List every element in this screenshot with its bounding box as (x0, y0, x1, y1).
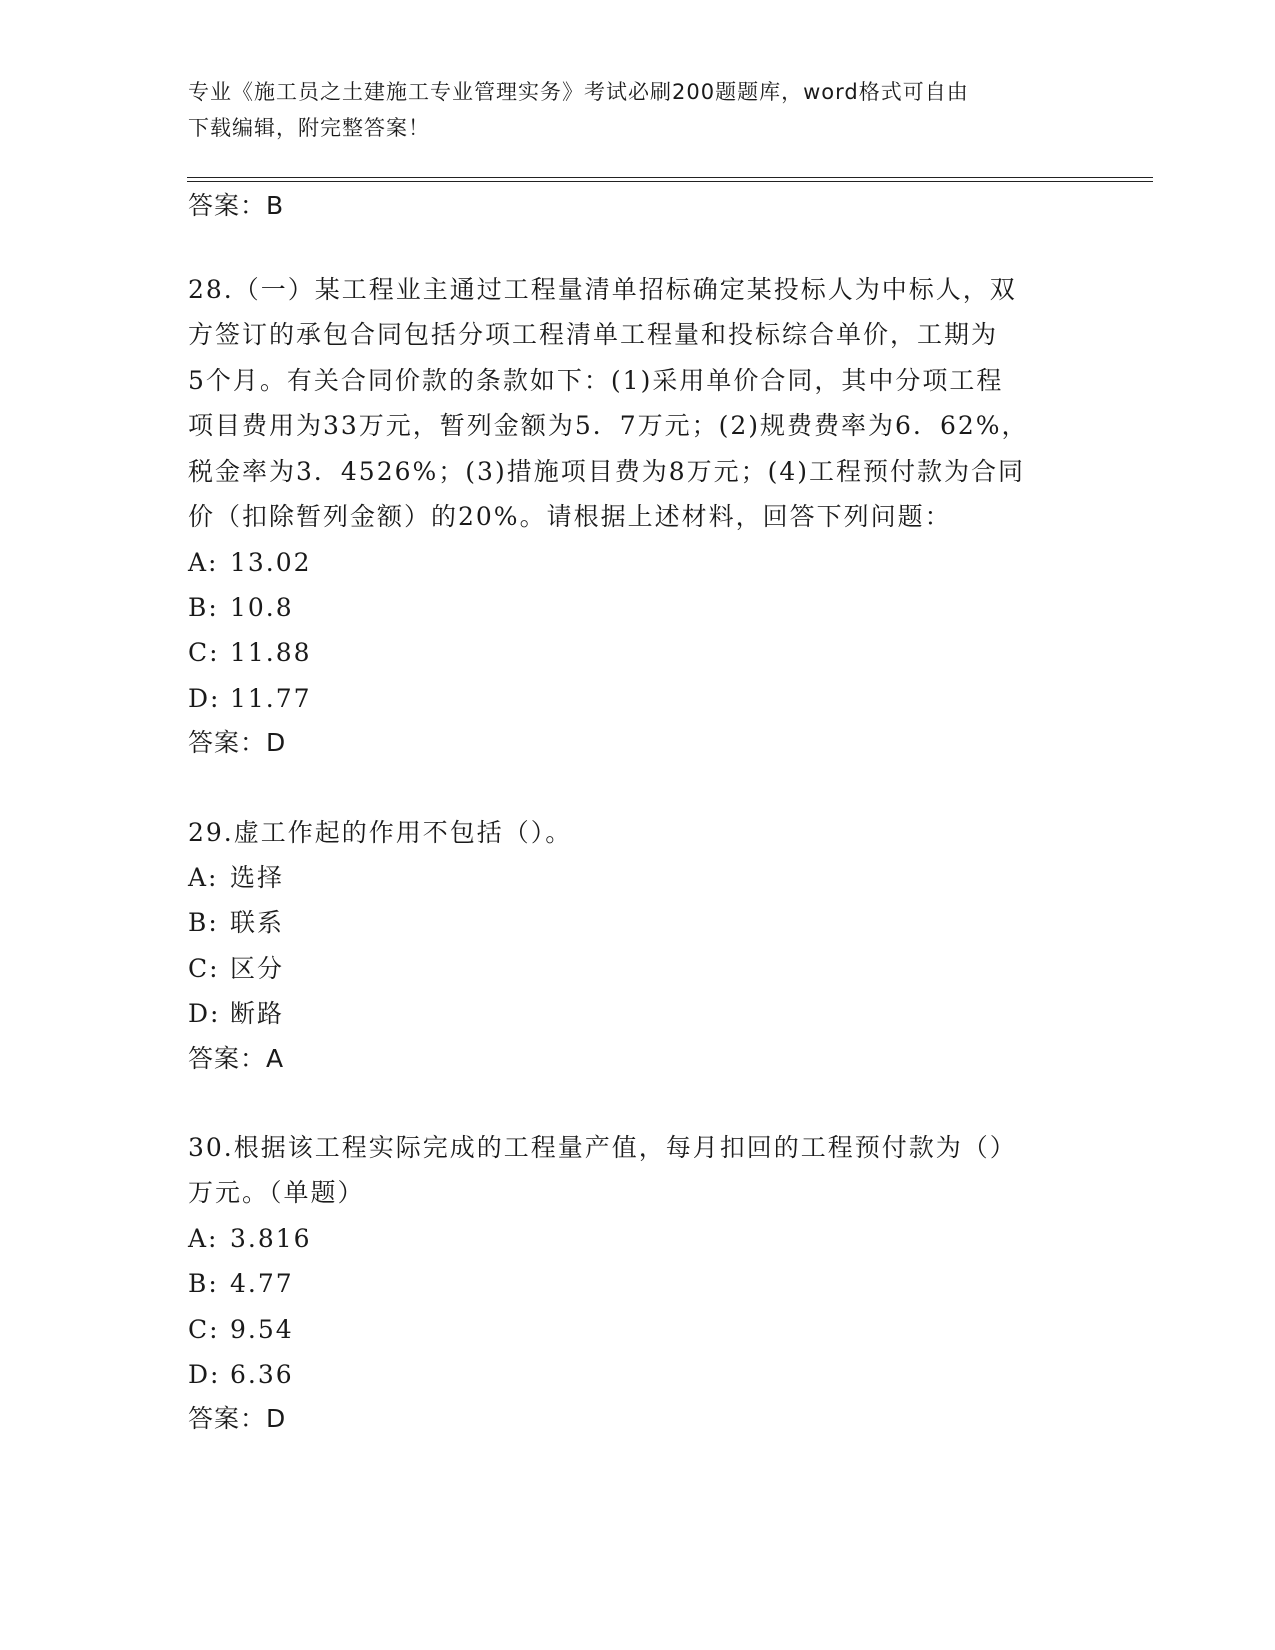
header-divider-top (187, 177, 1153, 178)
answer-line: 答案：D (188, 728, 287, 757)
option-d (188, 684, 312, 714)
question-stem-line: 项目费用为33万元，暂列金额为5．7万元；(2)规费费率为6．62%， (188, 411, 1029, 440)
option-letter: D: (188, 999, 221, 1028)
question-stem-line: 万元。（单题） (188, 1178, 365, 1207)
option-c (188, 954, 284, 984)
option-b (188, 908, 284, 938)
question-stem-line: 5个月。有关合同价款的条款如下：(1)采用单价合同，其中分项工程 (188, 366, 1004, 395)
question-stem-line: 30.根据该工程实际完成的工程量产值，每月扣回的工程预付款为（） (188, 1133, 1017, 1162)
answer-line: 答案：D (188, 1404, 287, 1433)
option-a (188, 548, 312, 578)
option-a (188, 863, 284, 893)
option-text: 9.54 (230, 1315, 294, 1344)
header-line-1: 专业《施工员之土建施工专业管理实务》考试必刷200题题库，word格式可自由 (188, 80, 969, 104)
option-text: 联系 (230, 908, 285, 937)
option-letter: A: (188, 1224, 219, 1253)
option-c (188, 1315, 294, 1345)
option-letter: B: (188, 908, 219, 937)
option-d (188, 1360, 294, 1390)
option-text: 11.88 (230, 638, 312, 667)
header-line-2: 下载编辑，附完整答案！ (188, 116, 430, 140)
option-letter: C: (188, 954, 220, 983)
option-text: 断路 (230, 999, 285, 1028)
option-letter: A: (188, 548, 219, 577)
question-stem-line: 税金率为3．4526%；(3)措施项目费为8万元；(4)工程预付款为合同 (188, 457, 1026, 486)
option-letter: A: (188, 863, 219, 892)
option-text: 13.02 (230, 548, 312, 577)
option-letter: B: (188, 593, 219, 622)
option-text: 3.816 (230, 1224, 312, 1253)
option-letter: B: (188, 1269, 219, 1298)
page-header (188, 74, 1088, 146)
option-letter: C: (188, 1315, 220, 1344)
option-letter: C: (188, 638, 220, 667)
header-divider-bottom (187, 181, 1153, 182)
option-letter: D: (188, 684, 221, 713)
option-text: 区分 (230, 954, 285, 983)
question-stem-line: 方签订的承包合同包括分项工程清单工程量和投标综合单价，工期为 (188, 320, 999, 349)
question-stem-line: 价（扣除暂列金额）的20%。请根据上述材料，回答下列问题： (188, 502, 952, 531)
option-c (188, 638, 312, 668)
option-text: 选择 (230, 863, 285, 892)
option-b (188, 1269, 294, 1299)
option-d (188, 999, 284, 1029)
option-letter: D: (188, 1360, 221, 1389)
question-stem-line: 29.虚工作起的作用不包括（）。 (188, 818, 573, 847)
option-text: 6.36 (230, 1360, 294, 1389)
answer-line: 答案：A (188, 1044, 285, 1073)
option-text: 10.8 (230, 593, 294, 622)
option-a (188, 1224, 312, 1254)
option-b (188, 593, 294, 623)
option-text: 4.77 (230, 1269, 294, 1298)
question-stem-line: 28.（一）某工程业主通过工程量清单招标确定某投标人为中标人，双 (188, 275, 1017, 304)
option-text: 11.77 (230, 684, 312, 713)
previous-answer: 答案：B (188, 191, 285, 220)
